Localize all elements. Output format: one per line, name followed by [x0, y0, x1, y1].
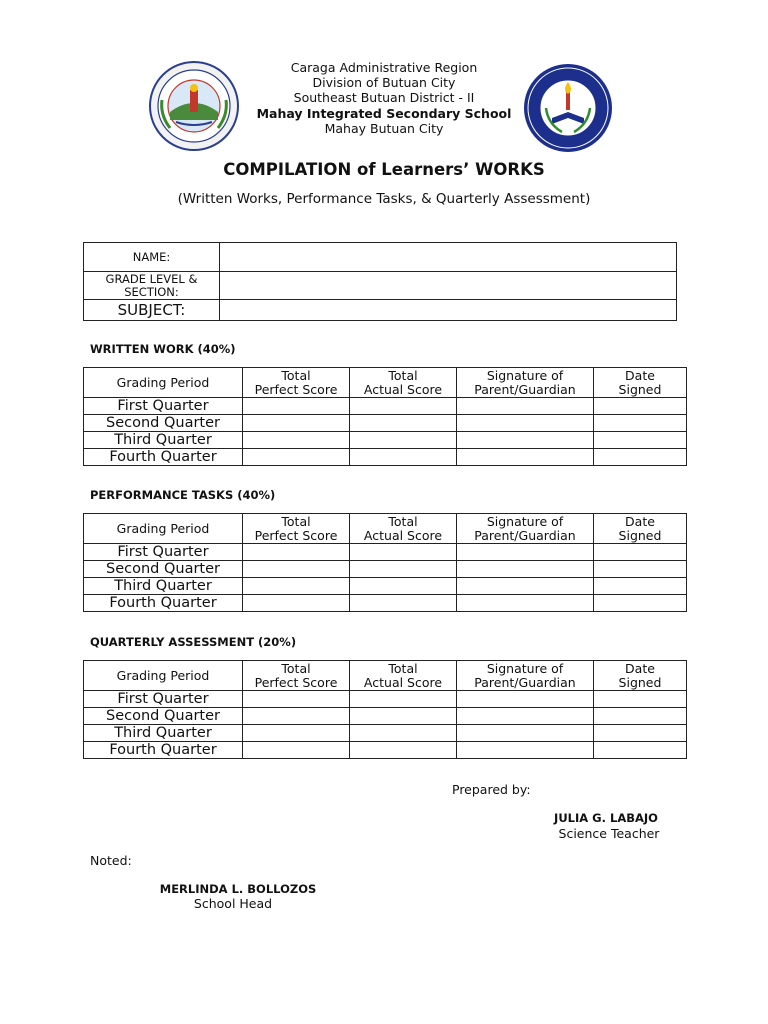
- table-cell[interactable]: [243, 691, 350, 708]
- table-cell[interactable]: [594, 398, 687, 415]
- page-subtitle: (Written Works, Performance Tasks, & Quarterly Assessment): [177, 191, 591, 207]
- noted-label: Noted:: [90, 853, 132, 868]
- table-cell[interactable]: [350, 449, 457, 466]
- quarter-label: Second Quarter: [84, 415, 243, 432]
- table-cell[interactable]: [350, 742, 457, 759]
- total-perfect-score-header: Total Perfect Score: [243, 514, 350, 544]
- table-cell[interactable]: [457, 742, 594, 759]
- table-cell[interactable]: [350, 544, 457, 561]
- table-cell[interactable]: [350, 691, 457, 708]
- name-label: NAME:: [84, 243, 220, 272]
- quarterly-assessment-table: [83, 660, 687, 759]
- table-cell[interactable]: [243, 398, 350, 415]
- preparer-title: Science Teacher: [558, 826, 660, 841]
- table-cell[interactable]: [594, 415, 687, 432]
- table-cell[interactable]: [243, 544, 350, 561]
- grade-level-field[interactable]: [220, 272, 677, 300]
- learner-info-table: [83, 242, 677, 321]
- table-cell[interactable]: [243, 725, 350, 742]
- quarter-label: Fourth Quarter: [84, 449, 243, 466]
- table-cell[interactable]: [457, 725, 594, 742]
- quarter-label: First Quarter: [84, 544, 243, 561]
- table-cell[interactable]: [457, 708, 594, 725]
- table-cell[interactable]: [457, 595, 594, 612]
- date-signed-header: Date Signed: [594, 661, 687, 691]
- table-cell[interactable]: [243, 708, 350, 725]
- quarter-label: Third Quarter: [84, 432, 243, 449]
- table-cell[interactable]: [243, 415, 350, 432]
- region-line: Caraga Administrative Region: [290, 60, 478, 75]
- table-cell[interactable]: [594, 578, 687, 595]
- quarter-label: Fourth Quarter: [84, 595, 243, 612]
- quarterly-assessment-heading: QUARTERLY ASSESSMENT (20%): [90, 635, 297, 649]
- school-address: Mahay Butuan City: [324, 120, 444, 136]
- table-cell[interactable]: [350, 578, 457, 595]
- table-cell[interactable]: [594, 708, 687, 725]
- table-cell[interactable]: [350, 708, 457, 725]
- table-cell[interactable]: [457, 544, 594, 561]
- grading-period-header: Grading Period: [84, 368, 243, 398]
- school-name: Mahay Integrated Secondary School: [256, 105, 512, 121]
- total-perfect-score-header: Total Perfect Score: [243, 661, 350, 691]
- table-cell[interactable]: [594, 561, 687, 578]
- table-cell[interactable]: [594, 432, 687, 449]
- table-cell[interactable]: [457, 398, 594, 415]
- table-cell[interactable]: [457, 449, 594, 466]
- table-cell[interactable]: [350, 415, 457, 432]
- preparer-name: JULIA G. LABAJO: [554, 811, 658, 825]
- total-actual-score-header: Total Actual Score: [350, 661, 457, 691]
- table-cell[interactable]: [350, 432, 457, 449]
- signature-header: Signature of Parent/Guardian: [457, 661, 594, 691]
- table-cell[interactable]: [350, 398, 457, 415]
- total-actual-score-header: Total Actual Score: [350, 368, 457, 398]
- school-head-name: MERLINDA L. BOLLOZOS: [159, 882, 317, 896]
- signature-header: Signature of Parent/Guardian: [457, 514, 594, 544]
- table-cell[interactable]: [594, 544, 687, 561]
- school-header: [0, 60, 768, 136]
- table-cell[interactable]: [243, 561, 350, 578]
- quarter-label: Fourth Quarter: [84, 742, 243, 759]
- table-cell[interactable]: [594, 449, 687, 466]
- table-cell[interactable]: [350, 725, 457, 742]
- grading-period-header: Grading Period: [84, 514, 243, 544]
- subject-label: SUBJECT:: [84, 300, 220, 321]
- grading-period-header: Grading Period: [84, 661, 243, 691]
- signature-header: Signature of Parent/Guardian: [457, 368, 594, 398]
- name-field[interactable]: [220, 243, 677, 272]
- date-signed-header: Date Signed: [594, 514, 687, 544]
- table-cell[interactable]: [350, 595, 457, 612]
- subject-field[interactable]: [220, 300, 677, 321]
- table-cell[interactable]: [594, 742, 687, 759]
- table-cell[interactable]: [457, 415, 594, 432]
- total-perfect-score-header: Total Perfect Score: [243, 368, 350, 398]
- quarter-label: Second Quarter: [84, 708, 243, 725]
- written-work-heading: WRITTEN WORK (40%): [90, 342, 236, 356]
- written-work-table: [83, 367, 687, 466]
- performance-tasks-heading: PERFORMANCE TASKS (40%): [90, 488, 276, 502]
- table-cell[interactable]: [457, 691, 594, 708]
- table-cell[interactable]: [457, 578, 594, 595]
- table-cell[interactable]: [594, 691, 687, 708]
- date-signed-header: Date Signed: [594, 368, 687, 398]
- performance-tasks-table: [83, 513, 687, 612]
- table-cell[interactable]: [243, 595, 350, 612]
- table-cell[interactable]: [243, 578, 350, 595]
- table-cell[interactable]: [594, 595, 687, 612]
- prepared-by-label: Prepared by:: [452, 782, 531, 797]
- district-line: Southeast Butuan District - II: [293, 90, 475, 106]
- table-cell[interactable]: [457, 432, 594, 449]
- quarter-label: First Quarter: [84, 398, 243, 415]
- table-cell[interactable]: [243, 449, 350, 466]
- quarter-label: Third Quarter: [84, 725, 243, 742]
- grade-level-label: GRADE LEVEL & SECTION:: [84, 272, 220, 300]
- division-line: Division of Butuan City: [312, 75, 456, 91]
- quarter-label: First Quarter: [84, 691, 243, 708]
- table-cell[interactable]: [457, 561, 594, 578]
- quarter-label: Third Quarter: [84, 578, 243, 595]
- table-cell[interactable]: [243, 742, 350, 759]
- page-title: COMPILATION of Learners’ WORKS: [223, 160, 545, 179]
- total-actual-score-header: Total Actual Score: [350, 514, 457, 544]
- table-cell[interactable]: [243, 432, 350, 449]
- table-cell[interactable]: [594, 725, 687, 742]
- school-head-title: School Head: [193, 896, 273, 911]
- quarter-label: Second Quarter: [84, 561, 243, 578]
- table-cell[interactable]: [350, 561, 457, 578]
